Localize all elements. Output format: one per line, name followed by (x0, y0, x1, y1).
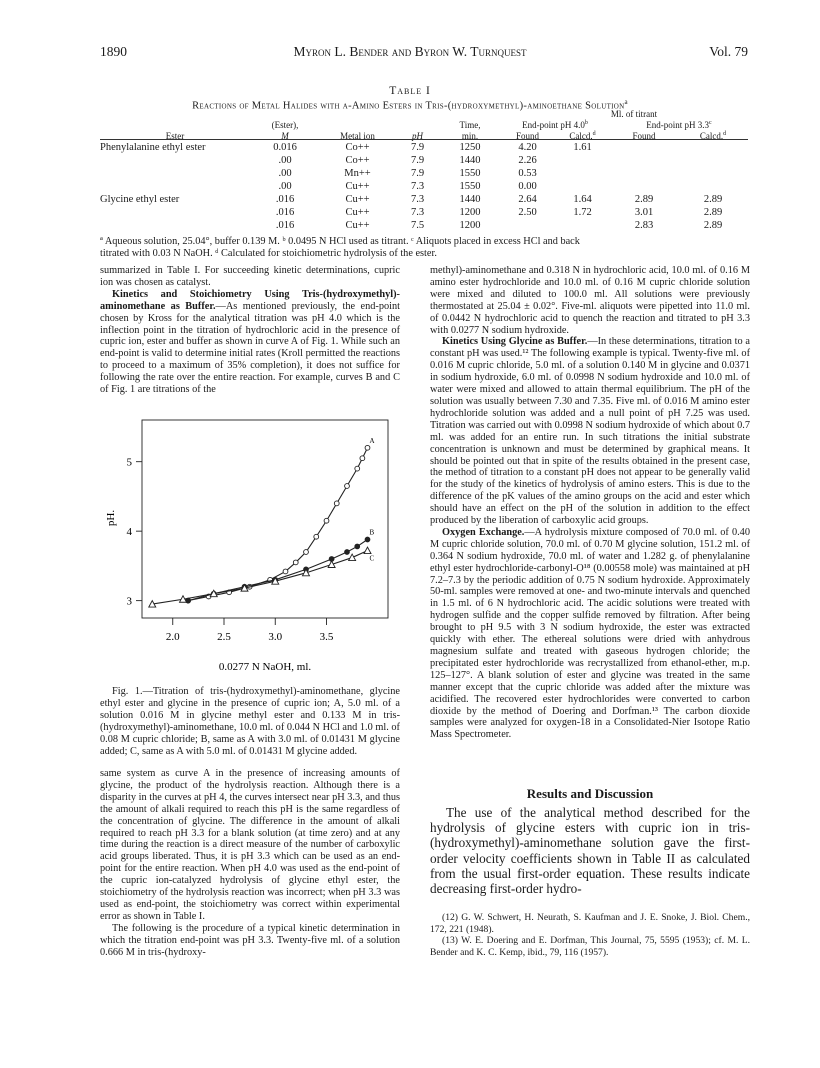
right-paragraph-1: methyl)-aminomethane and 0.318 N in hydrochloric acid, 10.0 ml. of 0.16 M amino ester hydrochloride and 10.0 ml. of 0.16 M cupric chloride solution were mixed and diluted to 100.0 ml. All solutions were previously thermostated at 25.04 ± 0.02°. Five-ml. aliquots were pipetted into 11.0 ml. of 0.0442 N hydrochloric acid to quench the reaction and titrated to pH 3.3 with 0.0277 N sodium hydroxide. (430, 265, 750, 336)
table-cell-conc: .016 (275, 194, 295, 205)
calcd-40-header: Calcd.$^d$ (569, 131, 596, 141)
table-cell-f40: 2.64 (518, 194, 537, 205)
series-label-C: C (369, 554, 375, 563)
table-cell-c33 (678, 141, 748, 154)
table-cell-ph: 7.3 (410, 181, 425, 192)
results-paragraph: The use of the analytical method described for the hydrolysis of glycine esters with cupric ion in tris-(hydroxymethyl)-aminomethane solution gave the first-order velocity coefficients shown in Table II as calculated from the usual first-order equation. These results indicate decreasing first-order hydro- (430, 805, 750, 897)
left-paragraph-1: summarized in Table I. For succeeding kinetic determinations, cupric ion was chosen as catalyst. (100, 265, 400, 288)
metal-header: Metal ion (340, 131, 375, 141)
conc-unit-header: M (281, 131, 289, 141)
results-heading: Results and Discussion (526, 786, 654, 801)
data-table (100, 110, 748, 232)
table-cell-c33: 2.89 (703, 207, 723, 218)
table-cell-c33 (678, 180, 748, 193)
table-cell-conc: .00 (278, 168, 292, 179)
x-axis-label: 0.0277 N NaOH, ml. (218, 661, 312, 673)
table-cell-f33: 2.89 (634, 194, 654, 205)
table-cell-f33 (610, 180, 678, 193)
table-cell-c33 (678, 167, 748, 180)
table-cell-conc: 0.016 (273, 142, 297, 153)
table-footnote-line-1: ª Aqueous solution, 25.04°, buffer 0.139 M. ᵇ 0.0495 N HCl used as titrant. ᶜ Aliquots placed in excess HCl and back (100, 236, 580, 247)
endpoint-40-header: End-point pH 4.0$^b$ (522, 120, 588, 130)
right-column (430, 265, 750, 741)
table-cell-c40 (555, 219, 610, 232)
section-heading-oxygen: Oxygen Exchange. (442, 526, 525, 538)
table-footnotes (100, 236, 750, 260)
table-cell-metal: Co++ (345, 155, 370, 166)
table-cell-f33 (610, 167, 678, 180)
table-row (100, 193, 748, 206)
right-paragraph-2: —In these determinations, titration to a constant pH was used.¹² The following example is typical. Twenty-five ml. of 0.016 M cupric chloride, 5.0 ml. of a solution 0.140 M in glycine and 0.0371 in sodium hydroxide, 6.0 ml. of 0.0998 N sodium hydroxide and 10.0 ml. of water were mixed and allowed to attain thermal equilibrium. The pH of the solution was usually between 7.30 and 7.35. Five ml. of 0.016 M amino ester hydrochloride solution was added and a null point of pH 7.25 was used. Titration was carried out with 0.0998 N sodium hydroxide of which about 0.7 ml. was added for an entire run. In such titrations the initial substrate concentration is unknown and must be determined by graphical means. It should be pointed out that in spite of the results obtained in the present case, the method of titration to a constant pH does not appear to be generally valid for the study of the kinetics of hydrolysis of amino esters. This is due to the difference of the pK values of the amino groups on the acid and ester which should have an effect on the pH of the solution in addition to the effect produced by the liberation of carboxylic acid groups. (430, 336, 750, 527)
data-point (304, 550, 309, 555)
data-point (293, 560, 298, 565)
table-cell-ph: 7.5 (410, 220, 425, 231)
table-cell-c40: 1.61 (573, 142, 592, 153)
y-tick-label: 3 (126, 595, 132, 608)
table-cell-metal: Co++ (345, 142, 370, 153)
series-label-B: B (369, 528, 375, 537)
table-cell-f40: 0.00 (518, 181, 537, 192)
table-cell-time: 1550 (459, 168, 481, 179)
data-point (355, 544, 360, 549)
table-cell-c40 (555, 154, 610, 167)
found-33-header: Found (632, 131, 656, 141)
table-head-rule (100, 139, 748, 140)
table-cell-time: 1200 (459, 220, 481, 231)
table-cell-f40 (500, 219, 555, 232)
left-paragraph-3: same system as curve A in the presence of increasing amounts of glycine, the product of the hydrolysis reaction. Although there is a disparity in the curves at pH 4, the curves intersect near pH 3.3, and thus the amount of alkali required to reach this pH is the same regardless of the concentration of glycine. The difference in the amount of alkali required to reach pH 3.3 for a blank solution (at time zero) and at any time during the reaction is a direct measure of the number of carboxylic acid groups liberated. Thus, it is pH 3.3 which can be used as an end-point for the entire reaction. When pH 4.0 was used as the end-point of the cupric ion-catalyzed hydrolysis of glycine ethyl ester, the stoichiometry of the hydrolysis reaction was incorrect; when pH 3.3 was used as end-point, the stoichiometry was correct within experimental error as shown in Table I. (100, 768, 400, 922)
figure-1-caption: Fig. 1.—Titration of tris-(hydroxymethyl)-aminomethane, glycine ethyl ester and glycine in the presence of cupric ion; A, 5.0 ml. of a solution 0.016 M in glycine methyl ester and 0.133 M in tris-(hydroxymethyl)-aminomethane, 10.0 ml. of 0.044 N HCl and 1.0 ml. of 0.08 M cupric chloride; B, same as A with 3.0 ml. of 0.01431 M glycine added; C, same as A with 5.0 ml. of 0.01431 M glycine added. (100, 686, 400, 757)
table-cell-metal: Cu++ (345, 194, 370, 205)
data-point (324, 518, 329, 523)
table-caption: Reactions of Metal Halides with α-Amino Esters in Tris-(hydroxymethyl)-aminoethane Solution$^a$ (192, 98, 628, 112)
data-point (365, 537, 370, 542)
table-cell-time: 1250 (459, 142, 481, 153)
table-cell-time: 1550 (459, 181, 481, 192)
table-cell-time: 1440 (459, 155, 481, 166)
right-paragraph-3: —A hydrolysis mixture composed of 70.0 ml. of 0.40 M cupric chloride solution, 70.0 ml. of 0.70 M glycine solution, 151.2 ml. of 0.364 N sodium hydroxide, 70.0 ml. of water and 1.282 g. of phenylalanine ethyl ester hydrochloride-carbonyl-O¹⁸ (0.00558 mole) was maintained at pH 7.2–7.3 by the periodic addition of 0.75 N sodium hydroxide. Approximately 50-ml. samples were removed at one- and two-minute intervals and quenched in 1.5 ml. of 6 N hydrochloric acid. The acidic solutions were treated with hydrogen sulfide and the copper sulfide removed by filtration. After being brought to pH 9.5 with 3 N sodium hydroxide, the ester was extracted quickly with ether. The ethereal solutions were dried with anhydrous magnesium sulfate and treated with gaseous hydrogen chloride; the precipitated ester hydrochloride was recrystallized from ethanol-ether, m.p. 125–127°. A blank solution of ester and glycine was treated in the same manner except that the cupric chloride was added after the mixture was acidified. The recovered ester hydrochlorides were converted to carbon dioxide by the method of Doering and Dorfman.¹³ The carbon dioxide samples were analyzed for oxygen-18 in a Consolidated-Nier Isotope Ratio Mass Spectrometer. (430, 526, 750, 741)
table-cell-conc: .00 (278, 155, 292, 166)
table-cell-ph: 7.9 (410, 155, 425, 166)
y-tick-label: 5 (126, 456, 132, 469)
table-cell-f33 (610, 141, 678, 154)
table-row (100, 167, 748, 180)
table-cell-c40: 1.72 (573, 207, 592, 218)
table-cell-metal: Cu++ (345, 181, 370, 192)
table-cell-ph: 7.9 (410, 168, 425, 179)
series-label-A: A (369, 436, 375, 445)
data-point (360, 456, 365, 461)
table-row (100, 219, 748, 232)
table-cell-c33: 2.89 (703, 194, 723, 205)
calcd-33-header: Calcd.$^d$ (699, 131, 727, 141)
references (430, 912, 750, 958)
data-point (349, 554, 356, 561)
table-cell-metal: Mn++ (344, 168, 371, 179)
table-cell-ester (100, 219, 250, 232)
endpoint-33-header: End-point pH 3.3$^c$ (646, 120, 712, 130)
table-cell-metal: Cu++ (345, 220, 370, 231)
y-axis-label: pH. (105, 509, 117, 527)
table-cell-f40: 2.50 (518, 207, 537, 218)
table-cell-c40: 1.64 (573, 194, 592, 205)
data-point (314, 534, 319, 539)
data-point (283, 569, 288, 574)
ph-header: pH (412, 131, 423, 141)
volume-number: Vol. 79 (709, 44, 748, 59)
table-cell-c33 (678, 154, 748, 167)
table-footnote-line-2: titrated with 0.03 N NaOH. ᵈ Calculated for stoichiometric hydrolysis of the ester. (100, 248, 437, 259)
table-cell-time: 1440 (459, 194, 481, 205)
table-row (100, 154, 748, 167)
section-heading-glycine: Kinetics Using Glycine as Buffer. (442, 336, 588, 348)
left-paragraph-4: The following is the procedure of a typical kinetic determination in which the titration end-point was pH 3.3. Twenty-five ml. of a solution 0.666 M in tris-(hydroxy- (100, 922, 400, 958)
data-point (365, 445, 370, 450)
table-cell-conc: .016 (275, 207, 295, 218)
table-cell-ph: 7.3 (410, 207, 425, 218)
table-cell-c40 (555, 180, 610, 193)
table-cell-conc: .00 (278, 181, 292, 192)
table-cell-f33: 3.01 (634, 207, 654, 218)
left-column-top (100, 265, 400, 396)
table-cell-time: 1200 (459, 207, 481, 218)
left-paragraph-2: —As mentioned previously, the end-point chosen by Kross for the analytical titration was pH 4.0 which is the inflection point in the titration of hydrochloric acid in the presence of cupric ion, ester and buffer as shown in curve A of Fig. 1. While such an end-point is valid to determine initial rates (Kroll permitted the reactions to proceed to a maximum of 35% completion), it does not suffice for following the rate over the entire reaction. For example, curves B and C of Fig. 1 are titrations of the (100, 300, 400, 396)
section-heading-tris: Kinetics and Stoichiometry Using Tris-(hydroxymethyl)-aminomethane as Buffer. (100, 288, 400, 312)
page-number: 1890 (100, 44, 127, 59)
table-cell-ester (100, 154, 250, 167)
x-tick-label: 3.0 (268, 631, 283, 643)
table-cell-f33 (610, 154, 678, 167)
conc-header: (Ester), (271, 120, 299, 130)
table-cell-ph: 7.9 (410, 142, 425, 153)
figure-1-chart (100, 408, 400, 683)
table-cell-f33: 2.83 (634, 220, 654, 231)
plot-frame (142, 420, 388, 618)
series-line-C (152, 551, 367, 604)
table-cell-f40: 4.20 (518, 142, 537, 153)
time-header: Time, (459, 120, 481, 130)
x-tick-label: 2.0 (165, 631, 180, 643)
table-cell-f40: 2.26 (518, 155, 537, 166)
table-row (100, 180, 748, 193)
running-head-authors: Myron L. Bender and Byron W. Turnquest (293, 44, 527, 59)
reference-12: (12) G. W. Schwert, H. Neurath, S. Kaufman and J. E. Snoke, J. Biol. Chem., 172, 221 (1948). (430, 912, 750, 935)
data-point (345, 484, 350, 489)
left-column-bottom (100, 768, 400, 959)
x-tick-label: 2.5 (217, 631, 231, 643)
table-cell-ph: 7.3 (410, 194, 425, 205)
table-cell-c40 (555, 167, 610, 180)
table-cell-ester: Phenylalanine ethyl ester (100, 142, 206, 153)
found-40-header: Found (515, 131, 539, 141)
reference-13: (13) W. E. Doering and E. Dorfman, This Journal, 75, 5595 (1953); cf. M. L. Bender and K. C. Kemp, ibid., 79, 116 (1957). (430, 935, 750, 958)
table-cell-f40: 0.53 (518, 168, 537, 179)
x-tick-label: 3.5 (319, 631, 334, 643)
data-point (345, 550, 350, 555)
table-cell-ester (100, 206, 250, 219)
table-cell-ester (100, 167, 250, 180)
data-point (334, 501, 339, 506)
table-title: Table I (389, 85, 431, 97)
time-unit-header: min. (461, 131, 479, 141)
table-cell-ester: Glycine ethyl ester (100, 194, 180, 205)
table-cell-conc: .016 (275, 220, 295, 231)
titrant-header: Ml. of titrant (610, 109, 658, 119)
data-point (355, 466, 360, 471)
table-cell-metal: Cu++ (345, 207, 370, 218)
ester-header: Ester (165, 131, 185, 141)
table-cell-c33: 2.89 (703, 220, 723, 231)
data-point (364, 547, 371, 554)
table-cell-ester (100, 180, 250, 193)
table-row (100, 141, 748, 154)
table-row (100, 206, 748, 219)
y-tick-label: 4 (126, 526, 132, 539)
series-line-A (188, 448, 367, 601)
